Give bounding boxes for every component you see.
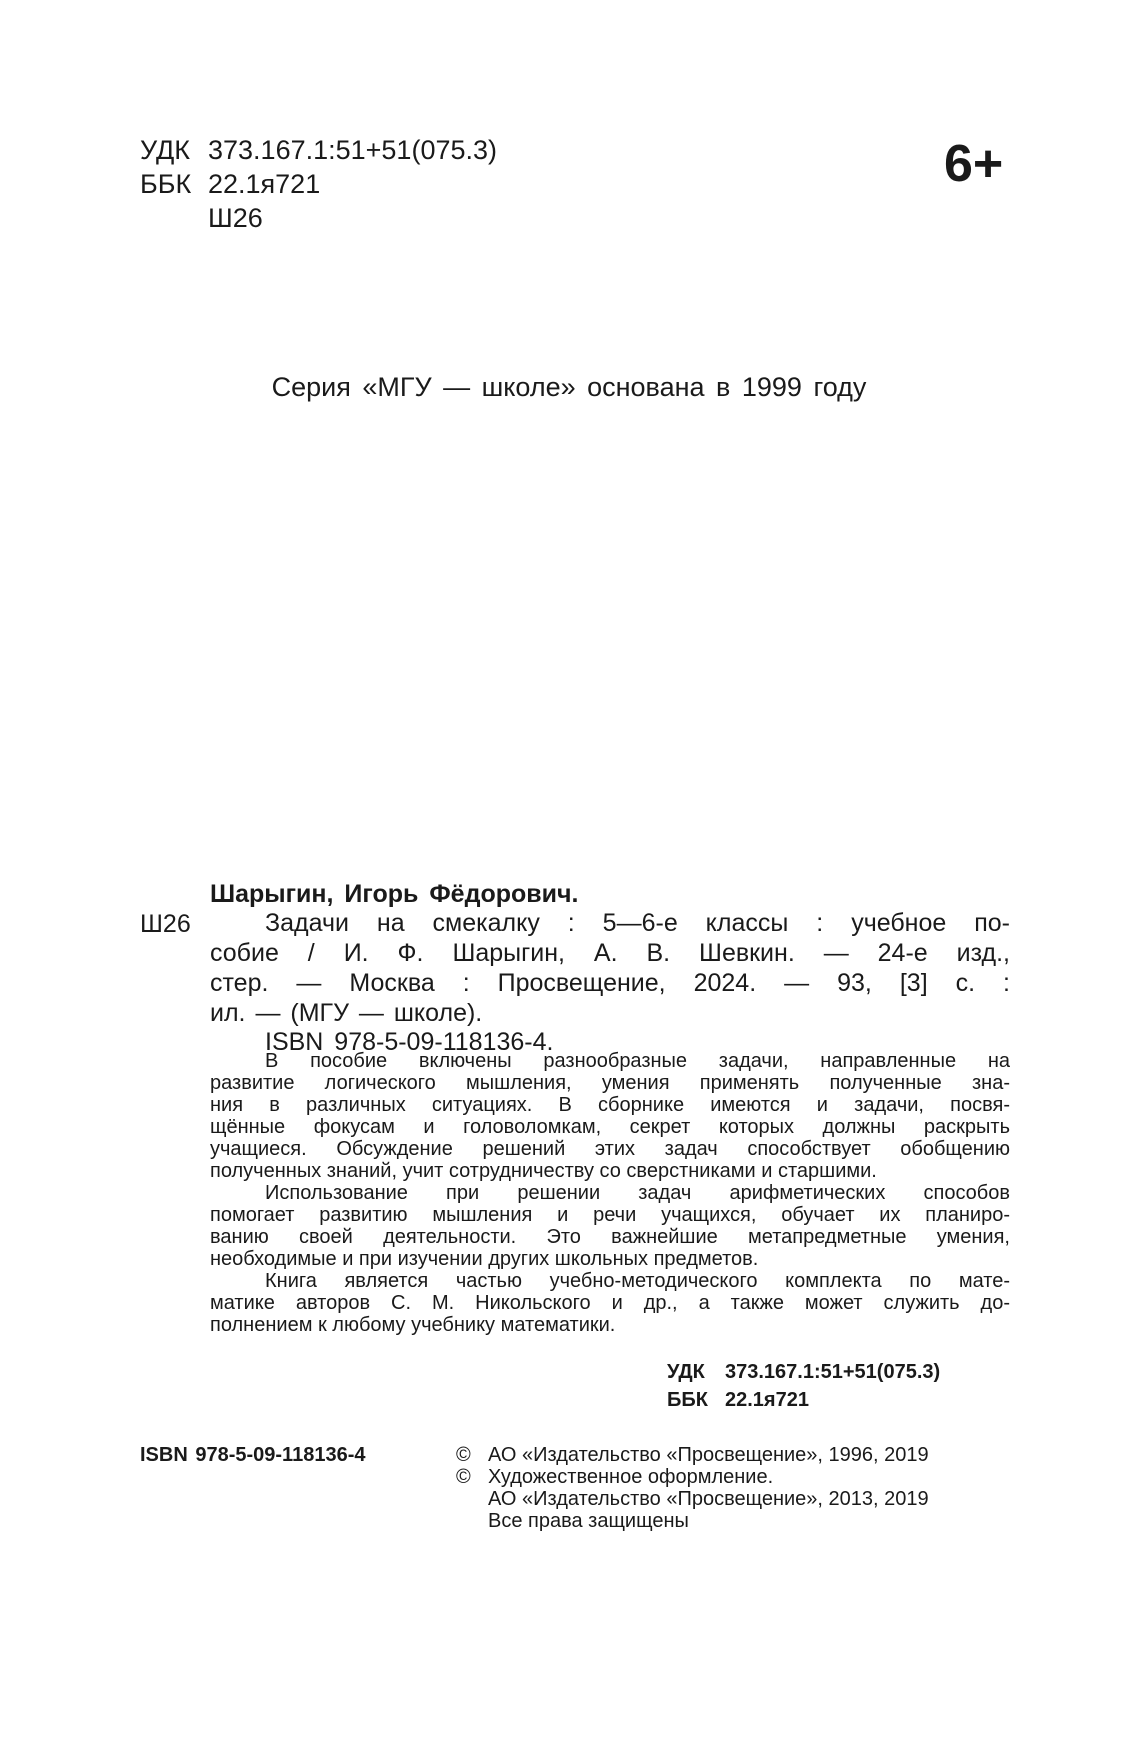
annotation-line: щённые фокусам и головоломкам, секрет которых должны раскрыть (210, 1116, 1010, 1138)
bbk-label: ББК (140, 169, 192, 199)
age-rating: 6+ (944, 135, 1004, 193)
card-bbk (667, 1386, 940, 1414)
annotation-line: полнением к любому учебнику математики. (210, 1314, 616, 1336)
annotation-line: Книга является частью учебно-методического комплекта по мате- (265, 1270, 1010, 1292)
description-line: Задачи на смекалку : 5—6-е классы : учебное по- (265, 909, 1010, 937)
card-bbk-value: 22.1я721 (725, 1389, 809, 1411)
bbk-value: 22.1я721 (208, 169, 321, 199)
rights-reserved: Все права защищены (488, 1510, 689, 1532)
annotation-line: ванию своей деятельности. Это важнейшие метапредметные умения, (210, 1226, 1010, 1248)
author-name: Шарыгин, Игорь Фёдорович. (210, 880, 579, 908)
copyright-text: АО «Издательство «Просвещение», 1996, 2019 (488, 1444, 929, 1466)
card-isbn: ISBN 978-5-09-118136-4. (265, 1028, 554, 1056)
annotation-line: Использование при решении задач арифметических способов (265, 1182, 1010, 1204)
udk-label: УДК (140, 135, 190, 165)
imprint-isbn: ISBN 978-5-09-118136-4 (140, 1444, 366, 1466)
copyright-block (456, 1444, 1010, 1532)
copyright-icon: © (456, 1466, 471, 1488)
copyright-row (456, 1444, 1010, 1466)
author-code-header: Ш26 (208, 203, 263, 233)
annotation-line: развитие логического мышления, умения применять полученные зна- (210, 1072, 1010, 1094)
card-author-code: Ш26 (140, 910, 191, 938)
annotation-line: матике авторов С. М. Никольского и др., а также может служить до- (210, 1292, 1010, 1314)
card-udk-value: 373.167.1:51+51(075.3) (725, 1361, 941, 1383)
copyright-row: АО «Издательство «Просвещение», 2013, 2019 (488, 1488, 929, 1510)
description-line: ил. — (МГУ — школе). (210, 999, 483, 1027)
bibliographic-description (210, 908, 1010, 1028)
annotation-line: В пособие включены разнообразные задачи, направленные на (265, 1050, 1010, 1072)
copyright-row (456, 1466, 1010, 1488)
bbk-header (140, 168, 320, 200)
annotation-line: полученных знаний, учит сотрудничеству со сверстниками и старшими. (210, 1160, 877, 1182)
udk-value: 373.167.1:51+51(075.3) (208, 135, 497, 165)
card-udk-label: УДК (667, 1361, 705, 1383)
annotation-line: ния в различных ситуациях. В сборнике имеются и задачи, посвя- (210, 1094, 1010, 1116)
annotation (210, 1050, 1010, 1336)
description-line: собие / И. Ф. Шарыгин, А. В. Шевкин. — 24-е изд., (210, 939, 1010, 967)
annotation-line: необходимые и при изучении других школьных предметов. (210, 1248, 759, 1270)
annotation-line: учащиеся. Обсуждение решений этих задач способствует обобщению (210, 1138, 1010, 1160)
copyright-text: Художественное оформление. (488, 1466, 774, 1488)
annotation-line: помогает развитию мышления и речи учащихся, обучает их планиро- (210, 1204, 1010, 1226)
card-bbk-label: ББК (667, 1389, 708, 1411)
udk-header (140, 134, 497, 166)
card-udk (667, 1358, 940, 1386)
card-classification (667, 1358, 940, 1414)
series-note: Серия «МГУ — школе» основана в 1999 году (271, 372, 867, 402)
copyright-icon: © (456, 1444, 471, 1466)
description-line: стер. — Москва : Просвещение, 2024. — 93, [3] с. : (210, 969, 1010, 997)
